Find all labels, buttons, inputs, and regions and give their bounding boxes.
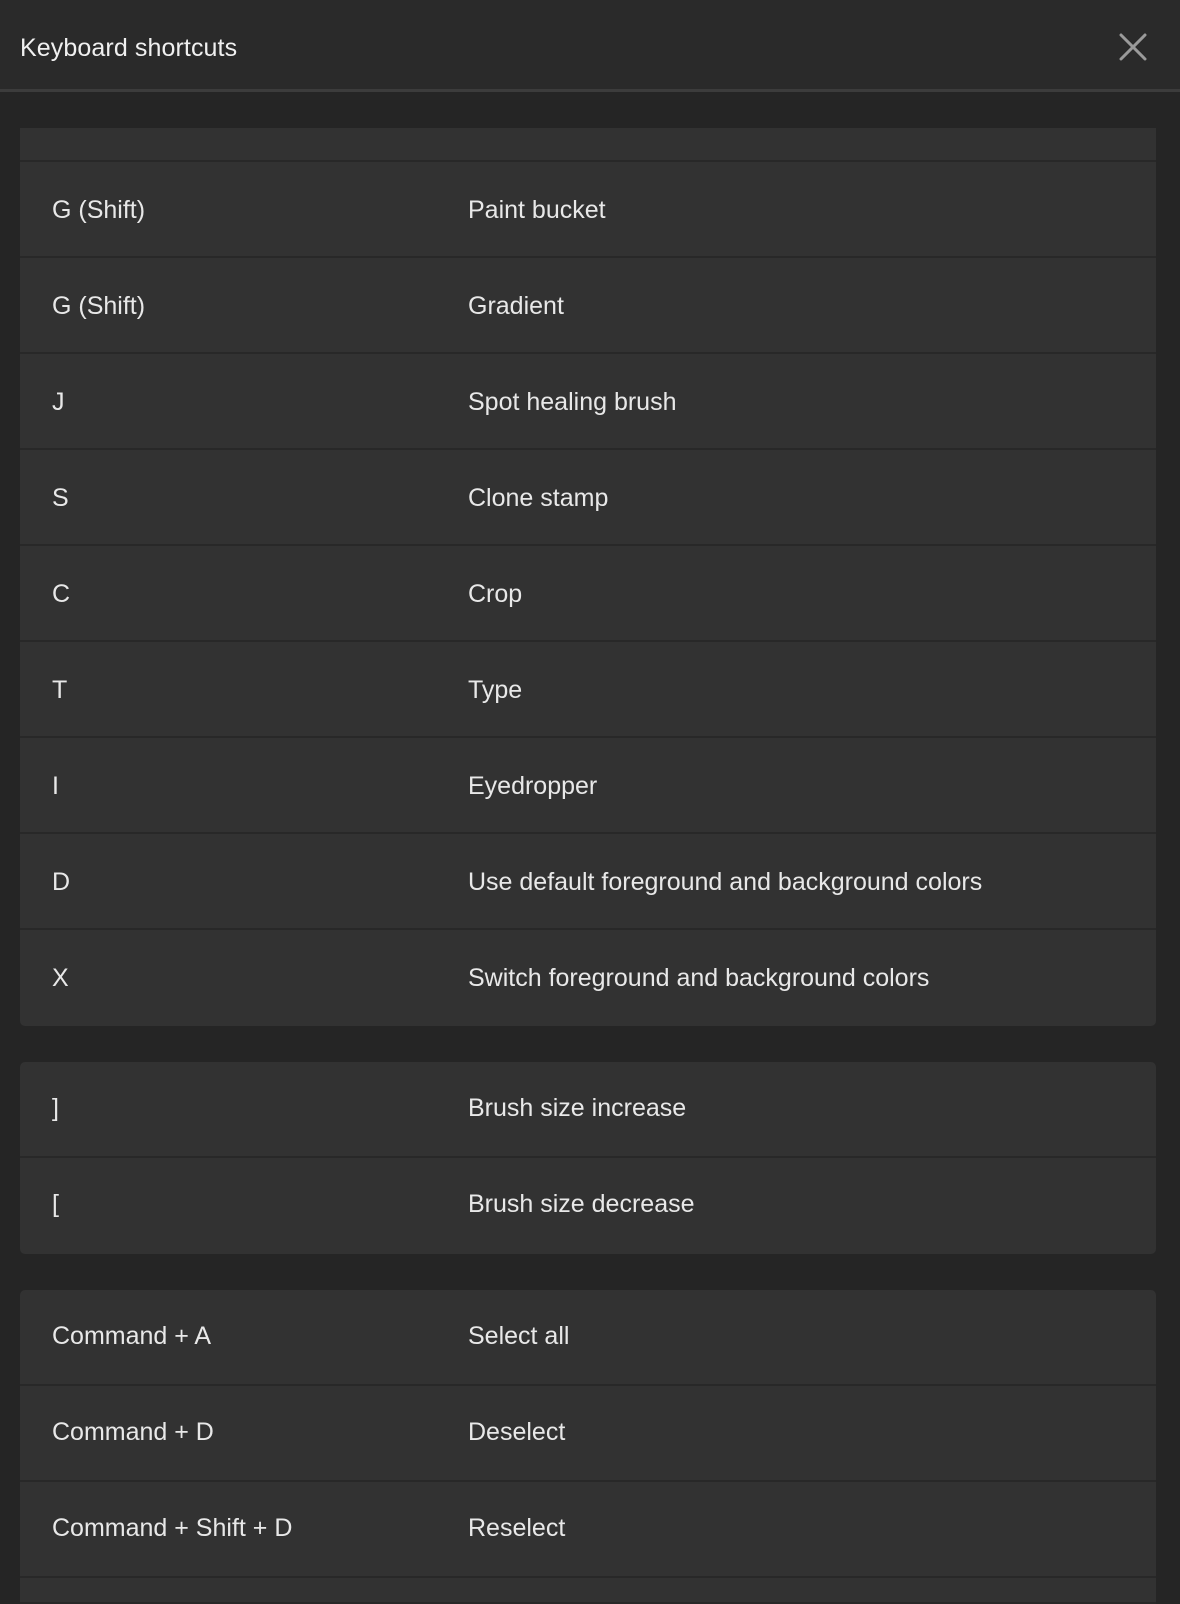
shortcut-group-tools — [20, 128, 1156, 1026]
table-row — [20, 354, 1156, 450]
table-row — [20, 1290, 1156, 1386]
shortcut-action: Paint bucket — [468, 196, 606, 224]
shortcut-action: Select all — [468, 1322, 570, 1350]
shortcut-action: Reselect — [468, 1514, 566, 1542]
dialog-header — [0, 0, 1180, 92]
table-row — [20, 258, 1156, 354]
shortcut-key: T — [52, 676, 68, 704]
shortcut-action: Type — [468, 676, 523, 704]
table-row-partial — [20, 128, 1156, 162]
table-row — [20, 834, 1156, 930]
shortcut-action: Clone stamp — [468, 484, 609, 512]
table-row — [20, 642, 1156, 738]
close-icon — [1116, 30, 1150, 64]
shortcut-key: G (Shift) — [52, 292, 146, 320]
shortcut-action: Switch foreground and background colors — [468, 964, 930, 992]
table-row — [20, 1158, 1156, 1254]
table-row — [20, 450, 1156, 546]
table-row — [20, 738, 1156, 834]
shortcut-key: X — [52, 964, 69, 992]
shortcut-key: D — [52, 868, 71, 896]
dialog-title: Keyboard shortcuts — [20, 34, 238, 62]
table-row — [20, 1386, 1156, 1482]
shortcut-key: Command + Shift + D — [52, 1514, 293, 1542]
shortcut-key: Command + D — [52, 1418, 214, 1446]
shortcut-key: G (Shift) — [52, 196, 146, 224]
shortcut-action: Eyedropper — [468, 772, 598, 800]
shortcut-key: Command + A — [52, 1322, 212, 1350]
shortcuts-list[interactable] — [20, 128, 1156, 1604]
shortcut-group-brush — [20, 1062, 1156, 1254]
table-row-partial — [20, 1578, 1156, 1604]
shortcut-action: Brush size decrease — [468, 1190, 695, 1218]
shortcut-key: J — [52, 388, 65, 416]
shortcut-action: Use default foreground and background colors — [468, 868, 983, 896]
shortcut-action: Deselect — [468, 1418, 566, 1446]
shortcut-key: C — [52, 580, 71, 608]
shortcut-action: Gradient — [468, 292, 564, 320]
shortcut-key: ] — [52, 1094, 59, 1122]
close-button[interactable] — [1116, 30, 1150, 64]
table-row — [20, 162, 1156, 258]
table-row — [20, 546, 1156, 642]
shortcut-key: I — [52, 772, 59, 800]
table-row — [20, 1482, 1156, 1578]
shortcut-key: S — [52, 484, 69, 512]
shortcut-action: Brush size increase — [468, 1094, 687, 1122]
shortcut-key: [ — [52, 1190, 59, 1218]
table-row — [20, 930, 1156, 1026]
shortcut-group-selection — [20, 1290, 1156, 1604]
table-row — [20, 1062, 1156, 1158]
shortcut-action: Spot healing brush — [468, 388, 677, 416]
shortcut-action: Crop — [468, 580, 523, 608]
